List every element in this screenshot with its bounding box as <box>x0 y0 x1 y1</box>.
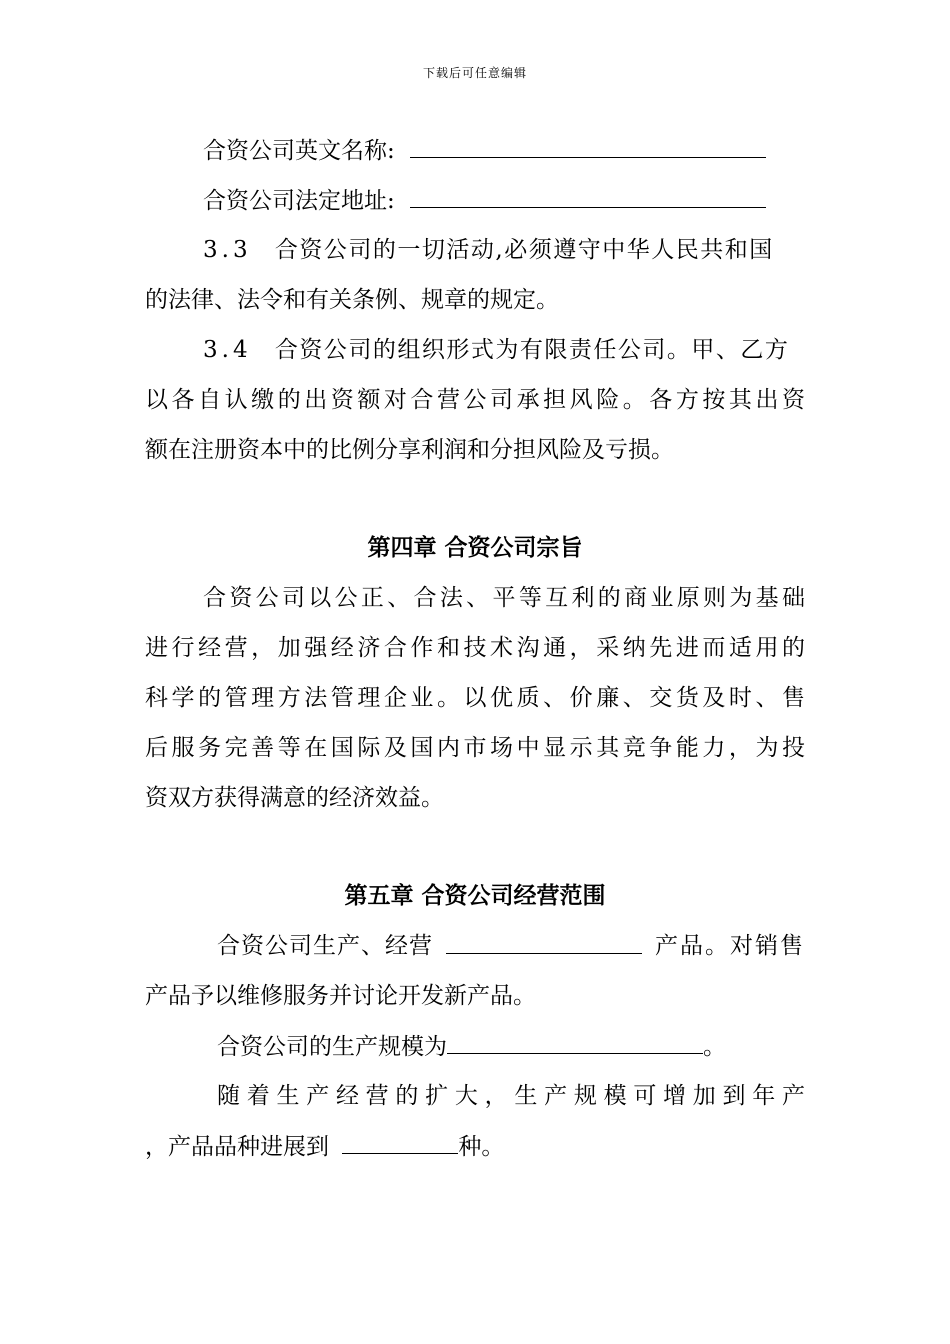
chapter5-title: 第五章 合资公司经营范围 <box>344 883 606 909</box>
chapter5-p3-prefix: ，产品品种进展到 <box>145 1134 329 1160</box>
chapter5-p1-prefix: 合资公司生产、经营 <box>217 933 433 959</box>
english-name-label: 合资公司英文名称: <box>203 138 395 164</box>
clause-3-4-text: 合资公司的组织形式为有限责任公司。甲、乙方 <box>274 337 790 363</box>
header-note: 下载后可任意编辑 <box>422 66 527 80</box>
chapter5-p1-line1 <box>145 931 805 961</box>
chapter5-p1-line2: 产品予以维修服务并讨论开发新产品。 <box>145 983 536 1009</box>
chapter4-line5: 资双方获得满意的经济效益。 <box>145 785 444 811</box>
chapter5-p3-line2 <box>145 1131 805 1162</box>
chapter5-p1-suffix: 产品。对销售 <box>655 933 805 959</box>
clause-3-3-text: 合资公司的一切活动,必须遵守中华人民共和国 <box>274 237 774 263</box>
chapter5-p2-suffix: 。 <box>703 1034 726 1060</box>
chapter4-line1: 合资公司以公正、合法、平等互利的商业原则为基础 <box>203 585 805 611</box>
chapter4-title: 第四章 合资公司宗旨 <box>367 535 583 561</box>
chapter4-line3: 科学的管理方法管理企业。以优质、价廉、交货及时、售 <box>145 685 805 711</box>
scale-blank <box>447 1031 703 1054</box>
chapter4-line2: 进行经营，加强经济合作和技术沟通，采纳先进而适用的 <box>145 635 805 661</box>
clause-3-4-line2: 以各自认缴的出资额对合营公司承担风险。各方按其出资 <box>145 387 805 413</box>
legal-address-field <box>145 185 805 216</box>
legal-address-label: 合资公司法定地址: <box>203 188 395 214</box>
english-name-field <box>145 135 805 166</box>
clause-3-4-line3: 额在注册资本中的比例分享利润和分担风险及亏损。 <box>145 437 674 463</box>
product-blank <box>446 931 642 954</box>
chapter4-line4: 后服务完善等在国际及国内市场中显示其竞争能力，为投 <box>145 735 805 761</box>
legal-address-blank <box>410 185 766 208</box>
clause-3-3-line2: 的法律、法令和有关条例、规章的规定。 <box>145 287 559 313</box>
chapter5-p3-line1: 随着生产经营的扩大，生产规模可增加到年产 <box>217 1083 805 1109</box>
chapter5-p2 <box>145 1031 805 1062</box>
clause-3-3-number: 3.3 <box>203 237 252 263</box>
clause-3-4-number: 3.4 <box>203 337 252 363</box>
chapter5-p2-prefix: 合资公司的生产规模为 <box>217 1034 447 1060</box>
chapter5-p3-suffix: 种。 <box>458 1134 505 1160</box>
clause-3-3-line1 <box>145 235 805 265</box>
english-name-blank <box>410 135 766 158</box>
variety-blank <box>342 1131 458 1154</box>
clause-3-4-line1 <box>145 335 805 365</box>
